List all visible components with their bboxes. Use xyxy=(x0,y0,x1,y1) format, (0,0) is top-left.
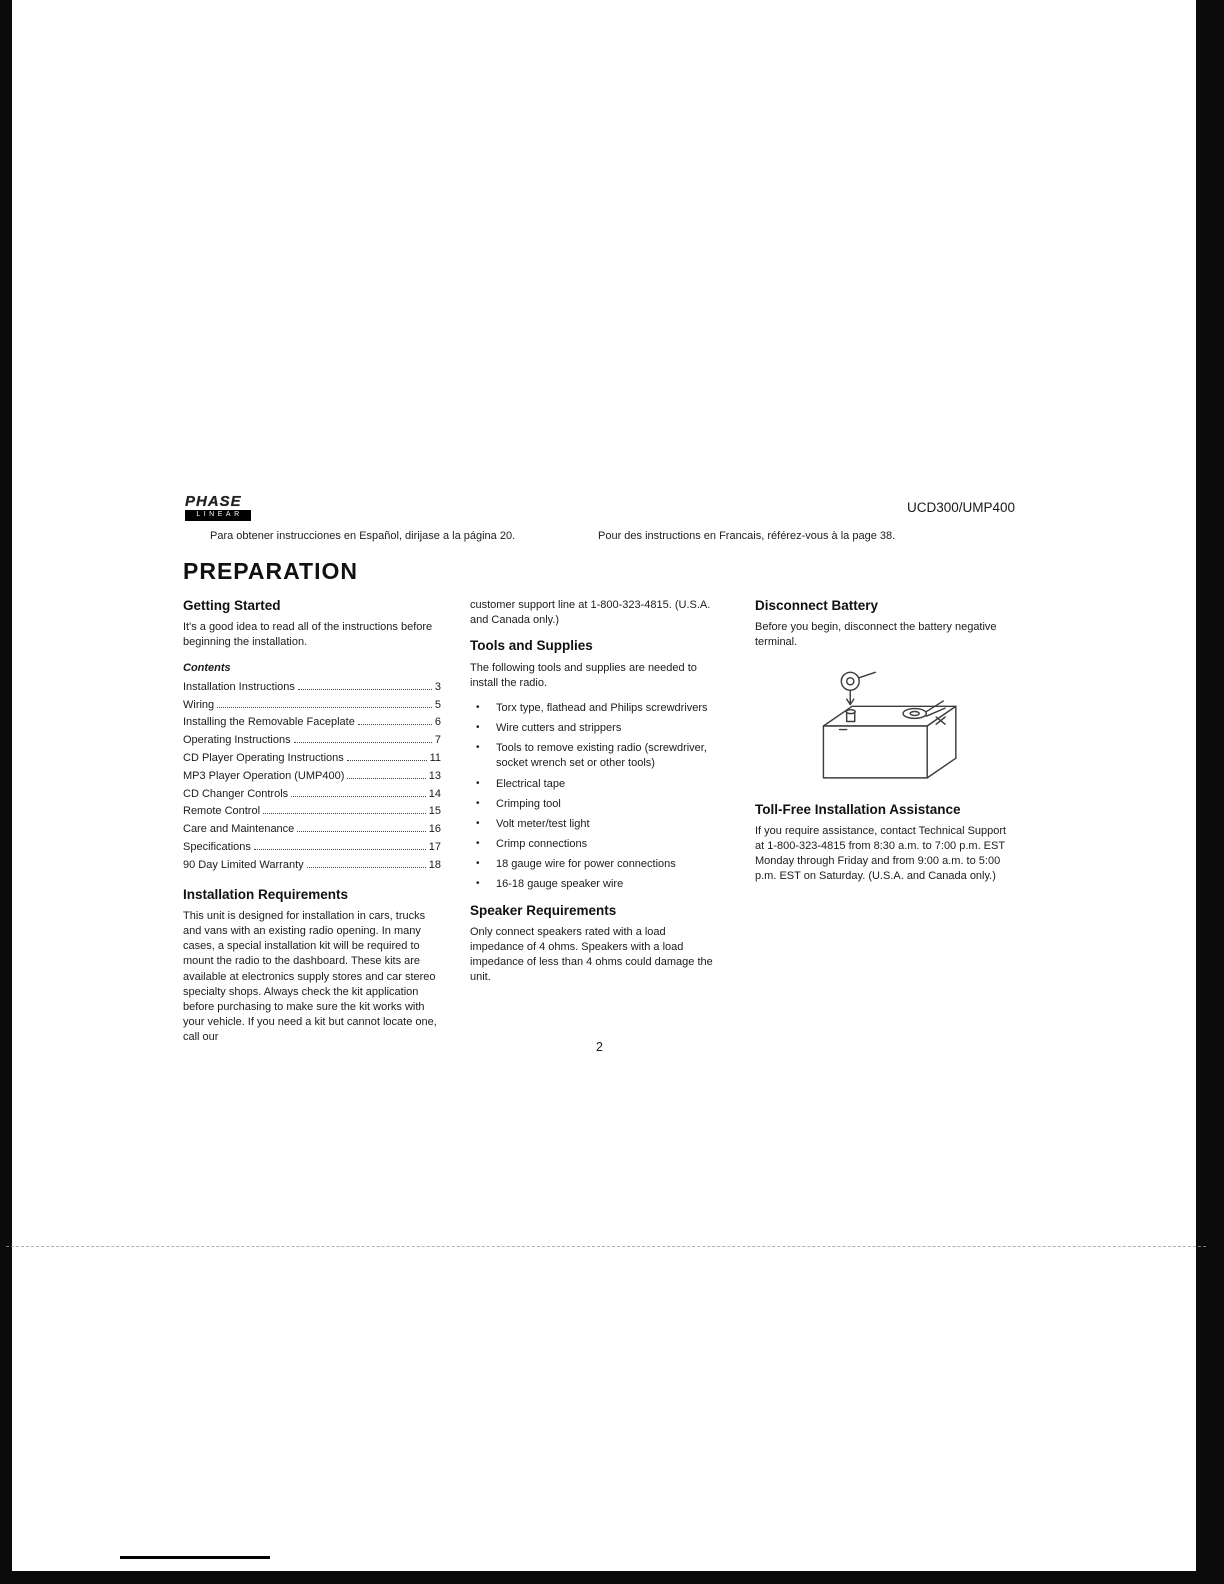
contents-label: Contents xyxy=(183,661,231,674)
toc-item-title: CD Player Operating Instructions xyxy=(183,751,344,764)
toc-item-title: Installing the Removable Faceplate xyxy=(183,716,355,729)
toc-item xyxy=(183,697,441,715)
tool-item: • Crimp connections xyxy=(470,837,722,852)
page-title: PREPARATION xyxy=(183,558,358,584)
toc-leader xyxy=(217,707,432,708)
toc-leader xyxy=(263,813,426,814)
model-number: UCD300/UMP400 xyxy=(906,500,1015,515)
toc-item-title: Remote Control xyxy=(183,805,261,818)
tools-list xyxy=(470,701,722,893)
scan-edge-left xyxy=(0,0,12,1584)
tool-item: • Electrical tape xyxy=(470,777,722,792)
toc-item-page: 18 xyxy=(428,858,441,871)
heading-tools-and-supplies: Tools and Supplies xyxy=(470,638,593,654)
battery-illustration xyxy=(793,665,1017,792)
toc-leader xyxy=(291,796,426,797)
scan-edge-right xyxy=(1196,0,1224,1584)
toc-leader xyxy=(254,849,426,850)
toc-item xyxy=(183,803,441,821)
heading-getting-started: Getting Started xyxy=(183,598,281,613)
column-right xyxy=(755,598,1017,895)
logo-phase-text: PHASE xyxy=(185,493,242,510)
toc-leader xyxy=(294,742,432,743)
battery-drawing-icon xyxy=(793,665,963,787)
toc-item xyxy=(183,714,441,732)
toc-item-page: 11 xyxy=(429,751,441,764)
toc-item xyxy=(183,768,441,786)
toc-leader xyxy=(358,724,432,725)
toc-item-title: CD Changer Controls xyxy=(183,787,289,800)
toc-item xyxy=(183,786,441,804)
toc-item-title: Wiring xyxy=(183,698,215,711)
toc-item xyxy=(183,839,441,857)
heading-disconnect-battery: Disconnect Battery xyxy=(755,598,879,613)
getting-started-body: It's a good idea to read all of the instructions before beginning the installation. xyxy=(183,621,433,649)
toc-item-page: 13 xyxy=(428,769,441,782)
toc-item xyxy=(183,750,441,768)
toc-item-title: Operating Instructions xyxy=(183,734,291,747)
tool-item: • 18 gauge wire for power connections xyxy=(470,857,722,872)
heading-toll-free-assistance: Toll-Free Installation Assistance xyxy=(755,801,961,817)
toc-item-page: 6 xyxy=(434,716,441,729)
column-middle xyxy=(470,598,722,995)
tools-intro: The following tools and supplies are needed to install the radio. xyxy=(470,661,697,689)
scan-edge-bottom xyxy=(0,1571,1224,1584)
tool-item: • Volt meter/test light xyxy=(470,817,722,832)
tool-item: • Torx type, flathead and Philips screwdrivers xyxy=(470,701,722,716)
toc-leader xyxy=(347,778,425,779)
toc-item-page: 14 xyxy=(428,787,441,800)
toc-leader xyxy=(347,760,427,761)
disconnect-battery-body: Before you begin, disconnect the battery negative terminal. xyxy=(755,621,997,649)
speaker-requirements-body: Only connect speakers rated with a load impedance of 4 ohms. Speakers with a load impedance of less than 4 ohms could damage the unit. xyxy=(470,925,713,984)
toc-item xyxy=(183,821,441,839)
phase-linear-logo xyxy=(185,494,251,521)
tool-item: • Crimping tool xyxy=(470,797,722,812)
toc-leader xyxy=(297,831,425,832)
toc-item-page: 7 xyxy=(434,734,441,747)
table-of-contents xyxy=(183,679,441,875)
toc-item xyxy=(183,857,441,875)
toc-item-page: 3 xyxy=(434,680,441,693)
toc-item-title: Care and Maintenance xyxy=(183,823,295,836)
toc-leader xyxy=(307,867,426,868)
heading-speaker-requirements: Speaker Requirements xyxy=(470,902,617,918)
tool-item: • 16-18 gauge speaker wire xyxy=(470,877,722,892)
page-number: 2 xyxy=(596,1040,603,1054)
toc-leader xyxy=(298,689,432,690)
language-note-french: Pour des instructions en Francais, référez-vous à la page 38. xyxy=(598,530,896,542)
column-left xyxy=(183,598,441,1055)
toc-item-title: Installation Instructions xyxy=(183,680,295,693)
language-note-spanish: Para obtener instrucciones en Español, dirijase a la página 20. xyxy=(210,530,516,542)
tool-item: • Wire cutters and strippers xyxy=(470,721,722,736)
toc-item-title: MP3 Player Operation (UMP400) xyxy=(183,769,345,782)
toc-item-page: 16 xyxy=(428,823,441,836)
tool-item: • Tools to remove existing radio (screwdriver, socket wrench set or other tools) xyxy=(470,741,722,771)
heading-installation-requirements: Installation Requirements xyxy=(183,886,349,902)
toc-item-page: 17 xyxy=(428,841,441,854)
continuation-paragraph: customer support line at 1-800-323-4815. (U.S.A. and Canada only.) xyxy=(470,599,711,627)
toc-item-title: 90 Day Limited Warranty xyxy=(183,858,304,871)
toc-item-page: 15 xyxy=(428,805,441,818)
toc-item-title: Specifications xyxy=(183,841,251,854)
toc-item xyxy=(183,732,441,750)
toc-item xyxy=(183,679,441,697)
scan-artifact-bottom-line xyxy=(120,1556,270,1559)
logo-linear-text: LINEAR xyxy=(185,510,251,521)
installation-requirements-body: This unit is designed for installation in cars, trucks and vans with an existing radio opening. In many cases, a special installation kit will be required to mount the radio to the dashboard. These kits are available at electronics supply stores and car stereo specialty shops. Always check the kit application before purchasing to make sure the kit works with your vehicle. If you need a kit but cannot locate one, call our xyxy=(183,909,437,1044)
toc-item-page: 5 xyxy=(434,698,441,711)
scan-artifact-dashed-line xyxy=(6,1246,1206,1247)
toll-free-assistance-body: If you require assistance, contact Technical Support at 1-800-323-4815 from 8:30 a.m. to 7:00 p.m. EST Monday through Friday and from 9:00 a.m. to 5:00 p.m. EST on Saturday. (U.S.A. and Canada only.) xyxy=(755,824,1007,883)
